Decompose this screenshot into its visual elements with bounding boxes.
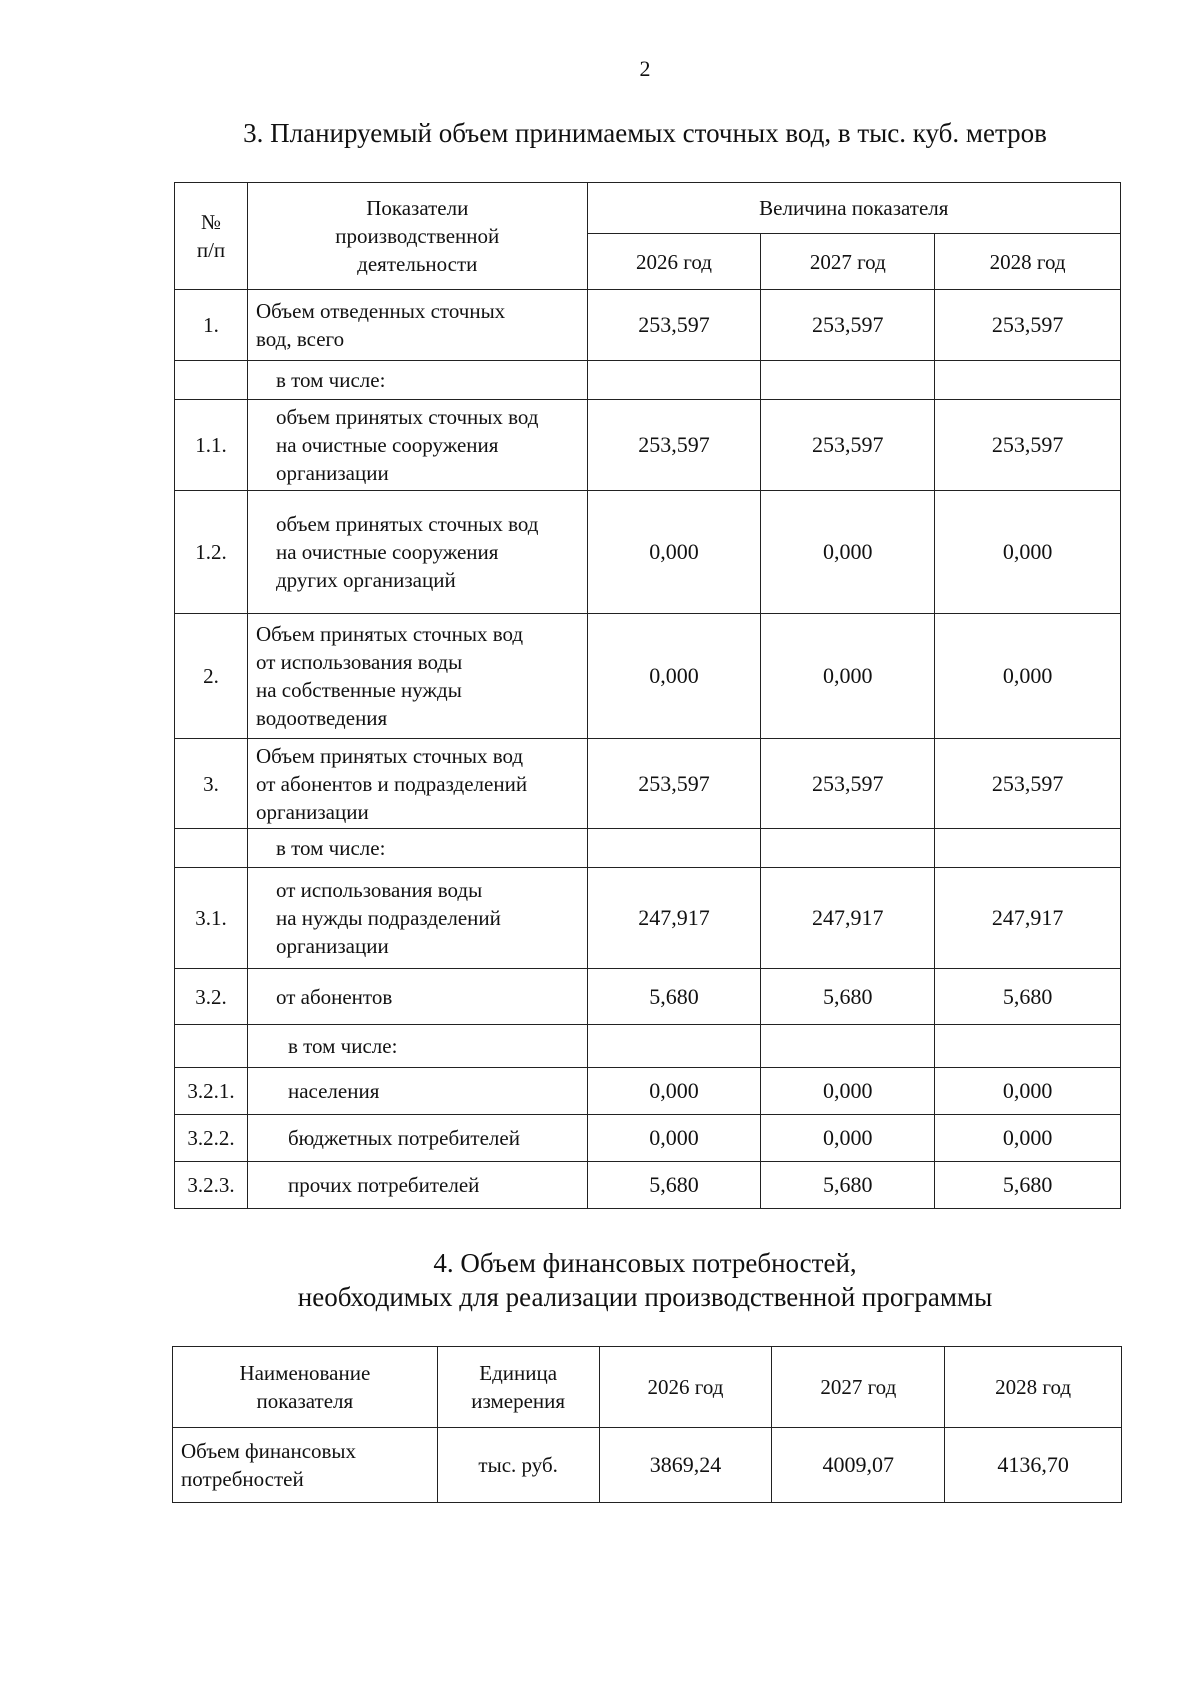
header-name: Наименование показателя [173, 1347, 438, 1428]
table-row [175, 614, 1121, 739]
value-cell [935, 829, 1121, 868]
value-cell: 253,597 [587, 739, 761, 829]
header-value-group: Величина показателя [587, 183, 1120, 234]
table2-title: 4. Объем финансовых потребностей, необходимых для реализации производственной программы [297, 1248, 993, 1312]
wastewater-volume-table [174, 182, 1121, 1209]
header-year: 2026 год [599, 1347, 772, 1428]
table-row [175, 1162, 1121, 1209]
value-cell [587, 361, 761, 400]
value-cell: 0,000 [761, 1068, 935, 1115]
table-row [175, 361, 1121, 400]
table-row [173, 1428, 1122, 1503]
row-number: 3.1. [175, 868, 248, 969]
row-label: прочих потребителей [247, 1162, 587, 1209]
table-row [175, 400, 1121, 491]
header-indicator: Показатели производственной деятельности [247, 183, 587, 290]
header-unit: Единица измерения [437, 1347, 599, 1428]
value-cell [761, 1025, 935, 1068]
table1-title: 3. Планируемый объем принимаемых сточных вод, в тыс. куб. метров [243, 118, 1047, 148]
value-cell: 0,000 [761, 1115, 935, 1162]
page-number: 2 [639, 56, 651, 81]
row-label: объем принятых сточных вод на очистные сооружения организации [247, 400, 587, 491]
table-row [175, 969, 1121, 1025]
header-year: 2028 год [945, 1347, 1122, 1428]
row-number [175, 1025, 248, 1068]
row-number: 2. [175, 614, 248, 739]
value-cell [935, 1025, 1121, 1068]
value-cell: 0,000 [935, 1068, 1121, 1115]
table2-body [173, 1428, 1122, 1503]
row-number: 3.2.3. [175, 1162, 248, 1209]
value-cell: 0,000 [587, 491, 761, 614]
value-cell: 247,917 [761, 868, 935, 969]
row-number: 3.2.1. [175, 1068, 248, 1115]
table1-body [175, 290, 1121, 1209]
row-label: в том числе: [247, 829, 587, 868]
value-cell [587, 829, 761, 868]
row-label: в том числе: [247, 1025, 587, 1068]
value-cell: 253,597 [587, 400, 761, 491]
row-number: 1.1. [175, 400, 248, 491]
value-cell: 253,597 [761, 739, 935, 829]
value-cell: 247,917 [587, 868, 761, 969]
row-label: в том числе: [247, 361, 587, 400]
value-cell: 0,000 [761, 491, 935, 614]
header-year: 2028 год [935, 234, 1121, 290]
row-number: 1.2. [175, 491, 248, 614]
value-cell: 4136,70 [945, 1428, 1122, 1503]
financial-needs-table [172, 1346, 1122, 1503]
row-unit: тыс. руб. [437, 1428, 599, 1503]
value-cell: 253,597 [587, 290, 761, 361]
value-cell: 5,680 [935, 1162, 1121, 1209]
row-number: 3. [175, 739, 248, 829]
value-cell [761, 361, 935, 400]
value-cell: 253,597 [935, 290, 1121, 361]
row-name: Объем финансовых потребностей [173, 1428, 438, 1503]
row-label: населения [247, 1068, 587, 1115]
value-cell: 253,597 [935, 739, 1121, 829]
table-row [175, 1068, 1121, 1115]
row-label: Объем принятых сточных вод от абонентов и подразделений организации [247, 739, 587, 829]
value-cell [935, 361, 1121, 400]
value-cell [761, 829, 935, 868]
value-cell: 5,680 [761, 1162, 935, 1209]
row-number [175, 829, 248, 868]
value-cell: 253,597 [761, 290, 935, 361]
table-row [175, 1115, 1121, 1162]
table-row [175, 491, 1121, 614]
header-num: № п/п [175, 183, 248, 290]
value-cell: 253,597 [935, 400, 1121, 491]
table-row [175, 868, 1121, 969]
value-cell [587, 1025, 761, 1068]
row-label: от использования воды на нужды подразделений организации [247, 868, 587, 969]
value-cell: 5,680 [587, 1162, 761, 1209]
value-cell: 4009,07 [772, 1428, 945, 1503]
value-cell: 5,680 [587, 969, 761, 1025]
value-cell: 0,000 [935, 491, 1121, 614]
value-cell: 0,000 [761, 614, 935, 739]
value-cell: 5,680 [761, 969, 935, 1025]
value-cell: 0,000 [935, 614, 1121, 739]
value-cell: 3869,24 [599, 1428, 772, 1503]
value-cell: 247,917 [935, 868, 1121, 969]
row-label: от абонентов [247, 969, 587, 1025]
row-number: 3.2. [175, 969, 248, 1025]
value-cell: 0,000 [935, 1115, 1121, 1162]
header-year: 2027 год [761, 234, 935, 290]
header-year: 2026 год [587, 234, 761, 290]
row-label: бюджетных потребителей [247, 1115, 587, 1162]
row-number: 3.2.2. [175, 1115, 248, 1162]
value-cell: 0,000 [587, 1115, 761, 1162]
table-row [175, 1025, 1121, 1068]
value-cell: 5,680 [935, 969, 1121, 1025]
value-cell: 253,597 [761, 400, 935, 491]
row-number [175, 361, 248, 400]
value-cell: 0,000 [587, 614, 761, 739]
row-label: Объем отведенных сточных вод, всего [247, 290, 587, 361]
table-row [175, 739, 1121, 829]
value-cell: 0,000 [587, 1068, 761, 1115]
table-row [175, 829, 1121, 868]
row-label: Объем принятых сточных вод от использования воды на собственные нужды водоотведения [247, 614, 587, 739]
header-year: 2027 год [772, 1347, 945, 1428]
table-row [175, 290, 1121, 361]
row-number: 1. [175, 290, 248, 361]
row-label: объем принятых сточных вод на очистные сооружения других организаций [247, 491, 587, 614]
